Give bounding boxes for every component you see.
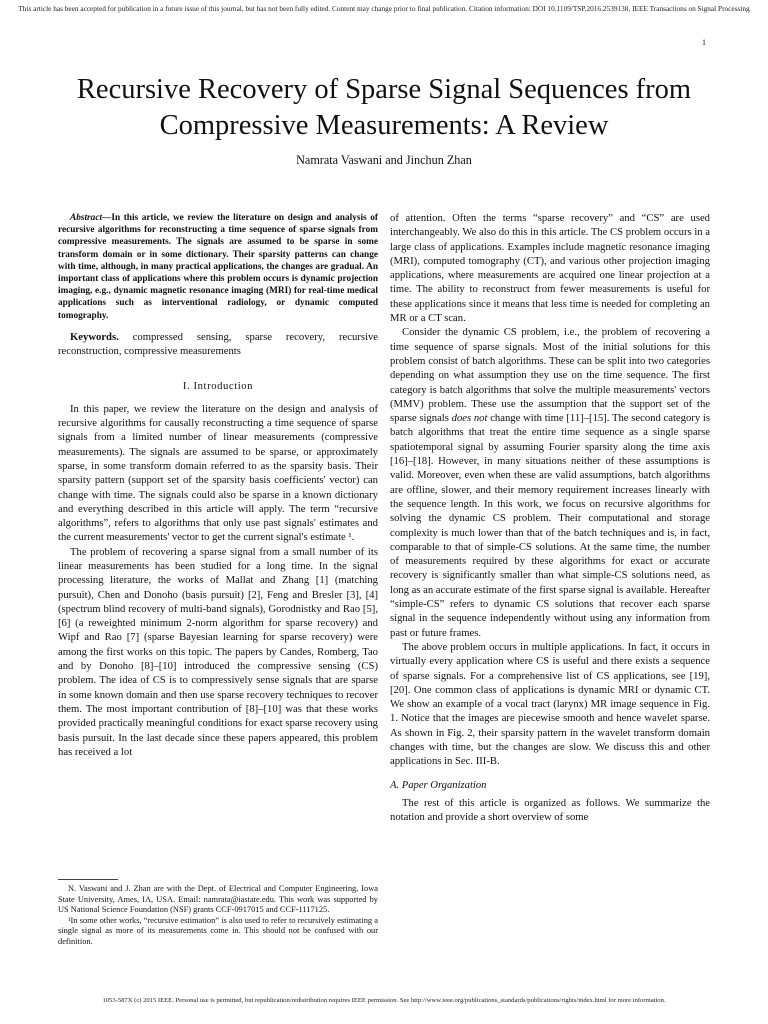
- intro-paragraph-1: In this paper, we review the literature on the design and analysis of recursive algorithms for causally reconstructing a time sequence of sparse signals from a limited number of linear measurements (compressive measurements). The signals are assumed to be sparse, or approximately sparse, in some transform domain referred to as the sparsity basis. Their sparsity pattern (support set of the sparsity basis coefficients' vector) can change with time. The signals could also be sparse in a known dictionary and everything described in this article will apply. The term “recursive algorithms”, refers to algorithms that only use past signals' estimates and the current measurements' vector to get the current signal's estimate ¹.: [58, 403, 378, 544]
- copyright-footer: 1053-587X (c) 2015 IEEE. Personal use is permitted, but republication/redistribution requires IEEE permission. See http://www.ieee.org/publications_standards/publications/rights/index.html for more information.: [102, 997, 666, 1004]
- keywords: [58, 331, 378, 360]
- organization-paragraph: The rest of this article is organized as follows. We summarize the notation and provide a short overview of some: [390, 797, 710, 824]
- left-column: [58, 212, 378, 760]
- intro-paragraph-4: The above problem occurs in multiple applications. In fact, it occurs in virtually every application where CS is useful and there exists a sequence of sparse signals. For a comprehensive list of CS applications, see [19], [20]. One common class of applications is dynamic MRI or dynamic CT. We show an example of a vocal tract (larynx) MR image sequence in Fig. 1. Notice that the images are piecewise smooth and hence wavelet sparse. As shown in Fig. 2, their sparsity pattern in the wavelet transform domain changes with time, but the changes are slow. We discuss this and other applications in Sec. III-B.: [390, 641, 710, 768]
- keywords-label: Keywords.: [70, 331, 119, 343]
- intro-paragraph-3-part-b: change with time [11]–[15]. The second category is batch algorithms that treat the entire time sequence as a single sparse spatiotemporal signal by assuming Fourier sparsity along the time axis [16]–[18]. However, in many situations neither of these assumptions is valid. Moreover, even when these are valid assumptions, batch algorithms are offline, slower, and their memory requirement increases linearly with the sequence length. In this work, we focus on recursive algorithms for solving the dynamic CS problem. Their computational and storage complexity is much lower than that of the batch techniques and is, in fact, comparable to that of simple-CS solutions. At the same time, the number of measurements required by these algorithms for exact or accurate recovery is significantly smaller than what simple-CS solutions need, as long as an accurate estimate of the first sparse signal is available. Hereafter “simple-CS” refers to dynamic CS solutions that recover each sparse signal in the sequence independently without using any information from past or future frames.: [390, 413, 710, 639]
- intro-paragraph-2: The problem of recovering a sparse signal from a small number of its linear measurements has been studied for a long time. In the signal processing literature, the works of Mallat and Zhang [1] (matching pursuit), Chen and Donoho (basis pursuit) [2], Feng and Bresler [3], [4] (spectrum blind recovery of multi-band signals), Gorodnistky and Rao [5], [6] (a reweighted minimum 2-norm algorithm for sparse recovery) and Wipf and Rao [7] (sparse Bayesian learning for sparse recovery) were among the first works on this topic. The papers by Candes, Romberg, Tao and by Donoho [8]–[10] introduced the compressive sensing (CS) problem. The idea of CS is to compressively sense signals that are sparse in some known domain and then use sparse recovery techniques to recover them. The most important contribution of [8]–[10] was that these works provided practically meaningful conditions for exact sparse recovery using basis pursuit. In the last decade since these papers appeared, this problem has received a lot: [58, 546, 378, 758]
- abstract: [58, 212, 378, 322]
- right-column: [390, 212, 710, 825]
- footnote-1: ¹In some other works, “recursive estimation” is also used to refer to recursively estimating a single signal as more of its measurements come in. This should not be confused with our definition.: [58, 915, 378, 946]
- page-number: 1: [702, 38, 706, 47]
- subsection-heading-paper-organization: A. Paper Organization: [390, 779, 487, 791]
- footnote-divider: [58, 879, 118, 880]
- author-list: Namrata Vaswani and Jinchun Zhan: [296, 153, 472, 167]
- abstract-label: Abstract: [70, 213, 103, 223]
- abstract-text: —In this article, we review the literature on design and analysis of recursive algorithms for reconstructing a time sequence of sparse signals from compressive measurements. The signals are assumed to be sparse in some transform domain or in some dictionary. Their sparsity patterns can change with time, although, in many practical applications, the changes are gradual. An important class of applications where this problem occurs is dynamic projection imaging, e.g., dynamic magnetic resonance imaging (MRI) for real-time medical applications such as interventional radiology, or dynamic computed tomography.: [58, 213, 378, 321]
- affiliation-footnote: N. Vaswani and J. Zhan are with the Dept. of Electrical and Computer Engineering, Iowa State University, Ames, IA, USA. Email: namrata@iastate.edu. This work was supported by US National Science Foundation (NSF) grants CCF-0917015 and CCF-1117125.: [58, 884, 378, 915]
- paper-title: Recursive Recovery of Sparse Signal Sequences from Compressive Measurements: A Review: [76, 74, 692, 141]
- emphasis-does-not: does not: [451, 413, 488, 425]
- publication-notice: This article has been accepted for publication in a future issue of this journal, but has not been fully edited. Content may change prior to final publication. Citation information: DOI 10.1109/TSP.2016.2539138, IEEE Transactions on Signal Processing: [18, 4, 750, 13]
- intro-paragraph-3-part-a: Consider the dynamic CS problem, i.e., the problem of recovering a time sequence of sparse signals. Most of the initial solutions for this problem consist of batch algorithms. These can be split into two categories depending on what assumption they use on the time sequence. The first category is batch algorithms that solve the multiple measurements' vectors (MMV) problem. These use the assumption that the support set of the sparse signals: [390, 327, 710, 425]
- intro-paragraph-3: [390, 326, 710, 641]
- intro-paragraph-2-continued: of attention. Often the terms “sparse recovery” and “CS” are used interchangeably. We also do this in this article. The CS problem occurs in a large class of applications. Examples include magnetic resonance imaging (MRI), computed tomography (CT), and various other projection imaging applications, where measurements are acquired one linear projection at a time. The ability to reconstruct from fewer measurements is useful for these applications since it means that less time is needed for completing an MR or a CT scan.: [390, 213, 710, 325]
- footnotes: [58, 884, 378, 948]
- section-heading-introduction: I. Introduction: [182, 381, 254, 393]
- keywords-text: compressed sensing, sparse recovery, recursive reconstruction, compressive measurements: [58, 331, 378, 358]
